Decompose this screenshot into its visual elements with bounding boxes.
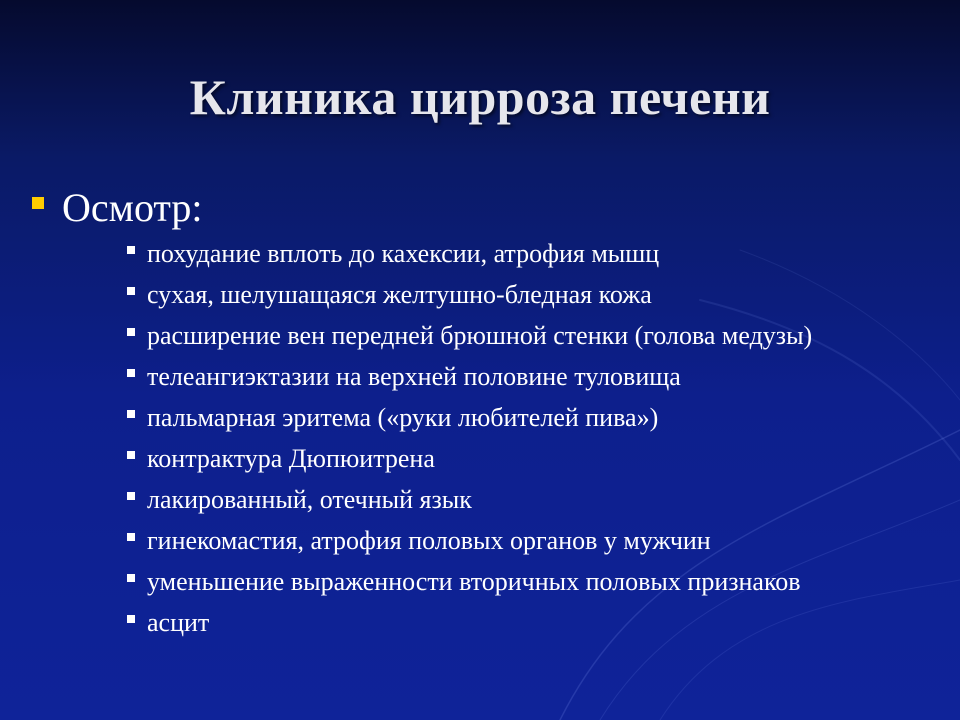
list-item-text: гинекомастия, атрофия половых органов у мужчин — [147, 526, 711, 555]
section-examination — [30, 184, 940, 637]
square-bullet-icon — [127, 410, 135, 418]
list-item-text: телеангиэктазии на верхней половине туловища — [147, 362, 681, 391]
square-bullet-icon — [127, 246, 135, 254]
list-item — [125, 566, 935, 597]
square-bullet-icon — [127, 451, 135, 459]
square-bullet-icon — [127, 574, 135, 582]
square-bullet-icon — [127, 287, 135, 295]
section-header — [30, 184, 940, 234]
list-item-text: сухая, шелушащаяся желтушно-бледная кожа — [147, 280, 652, 309]
list-item — [125, 279, 935, 310]
square-bullet-icon — [127, 492, 135, 500]
square-bullet-icon — [127, 369, 135, 377]
list-item-text: пальмарная эритема («руки любителей пива») — [147, 403, 659, 432]
list-item-text: асцит — [147, 608, 210, 637]
list-item — [125, 361, 935, 392]
list-item — [125, 238, 935, 269]
square-bullet-icon — [127, 615, 135, 623]
slide-title: Клиника цирроза печени — [189, 69, 771, 125]
list-item-text: расширение вен передней брюшной стенки (голова медузы) — [147, 321, 813, 350]
list-item — [125, 607, 935, 638]
square-bullet-icon — [32, 197, 44, 209]
list-item-text: лакированный, отечный язык — [147, 485, 472, 514]
section-title: Осмотр: — [62, 185, 203, 230]
square-bullet-icon — [127, 533, 135, 541]
square-bullet-icon — [127, 328, 135, 336]
list-item-text: уменьшение выраженности вторичных половых признаков — [147, 567, 801, 596]
list-item — [125, 443, 935, 474]
list-item — [125, 402, 935, 433]
symptom-list — [125, 238, 935, 648]
list-item — [125, 484, 935, 515]
list-item-text: похудание вплоть до кахексии, атрофия мышц — [147, 239, 660, 268]
list-item — [125, 320, 935, 351]
list-item — [125, 525, 935, 556]
list-item-text: контрактура Дюпюитрена — [147, 444, 435, 473]
